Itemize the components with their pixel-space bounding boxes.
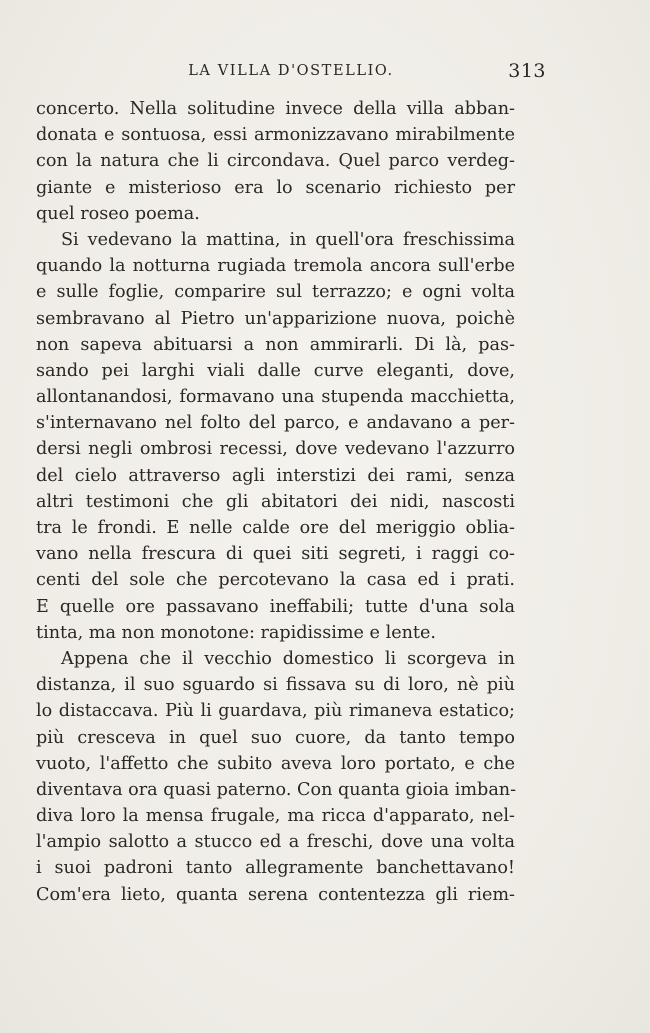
text-line: sando pei larghi viali dalle curve eleganti, dove, [36,360,515,381]
text-line: vano nella frescura di quei siti segreti, i raggi co- [36,544,515,565]
text-line: allontanandosi, formavano una stupenda macchietta, [36,387,515,408]
text-line: Si vedevano la mattina, in quell'ora freschissima [61,229,515,250]
text-line: i suoi padroni tanto allegramente banchettavano! [36,858,515,879]
text-line: del cielo attraverso agli interstizi dei rami, senza [36,465,515,486]
text-line: lo distaccava. Più li guardava, più rimaneva estatico; [36,701,515,722]
text-line: con la natura che li circondava. Quel parco verdeg- [36,151,515,172]
text-line: e sulle foglie, comparire sul terrazzo; e ogni volta [36,282,515,303]
text-line: Appena che il vecchio domestico li scorgeva in [61,648,515,669]
body-text [36,96,515,908]
text-line: s'internavano nel folto del parco, e andavano a per- [36,413,515,434]
text-line: vuoto, l'affetto che subito aveva loro portato, e che [36,753,515,774]
text-line: donata e sontuosa, essi armonizzavano mirabilmente [36,125,515,146]
text-line: più cresceva in quel suo cuore, da tanto tempo [36,727,515,748]
text-line: centi del sole che percotevano la casa ed i prati. [36,570,515,591]
text-line: dersi negli ombrosi recessi, dove vedevano l'azzurro [36,439,515,460]
text-line: giante e misterioso era lo scenario richiesto per [36,177,515,198]
text-line: non sapeva abituarsi a non ammirarli. Di là, pas- [36,334,515,355]
text-line: concerto. Nella solitudine invece della villa abban- [36,99,515,119]
text-line: E quelle ore passavano ineffabili; tutte d'una sola [36,596,515,617]
text-line: l'ampio salotto a stucco ed a freschi, dove una volta [36,832,515,853]
running-title: LA VILLA D'OSTELLIO. [188,63,394,79]
text-line: altri testimoni che gli abitatori dei nidi, nascosti [36,491,515,512]
text-line: tinta, ma non monotone: rapidissime e lente. [36,622,437,643]
text-line: diva loro la mensa frugale, ma ricca d'apparato, nel- [36,806,515,827]
text-line: distanza, il suo sguardo si fissava su di loro, nè più [36,675,515,696]
text-line: quel roseo poema. [36,203,200,224]
text-line: tra le frondi. E nelle calde ore del meriggio oblia- [36,518,515,538]
page-number: 313 [508,60,546,82]
text-line: Com'era lieto, quanta serena contentezza gli riem- [36,884,515,905]
text-line: sembravano al Pietro un'apparizione nuova, poichè [36,308,515,329]
text-line: quando la notturna rugiada tremola ancora sull'erbe [36,256,515,277]
text-line: diventava ora quasi paterno. Con quanta gioia imban- [36,779,517,800]
running-head [36,60,546,87]
